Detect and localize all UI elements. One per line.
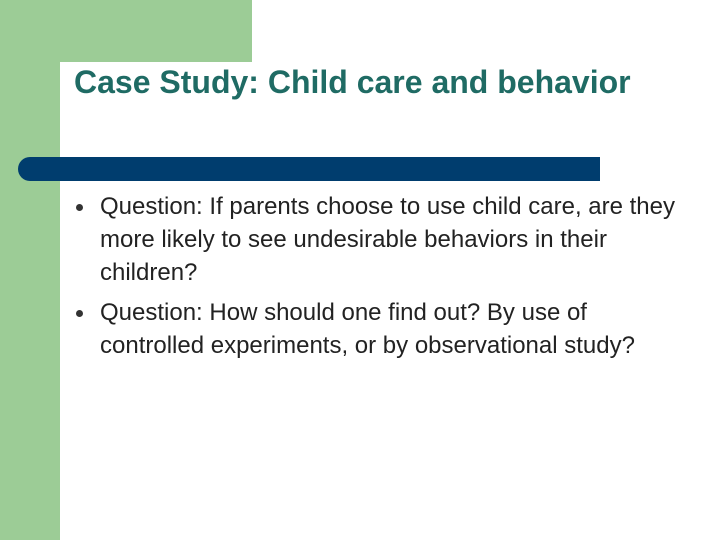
bullet-dot-icon xyxy=(76,204,83,211)
left-green-band xyxy=(0,0,60,540)
slide-title: Case Study: Child care and behavior xyxy=(74,64,631,100)
bullet-dot-icon xyxy=(76,310,83,317)
bullet-text: Question: If parents choose to use child care, are they more likely to see undesirable behaviors in their children? xyxy=(100,193,675,286)
bullet-list xyxy=(74,190,684,362)
title-divider-bar xyxy=(18,157,600,181)
top-green-block xyxy=(0,0,252,62)
bullet-item xyxy=(74,296,684,362)
bullet-item xyxy=(74,190,684,289)
bullet-text: Question: How should one find out? By use of controlled experiments, or by observational study? xyxy=(100,299,635,359)
